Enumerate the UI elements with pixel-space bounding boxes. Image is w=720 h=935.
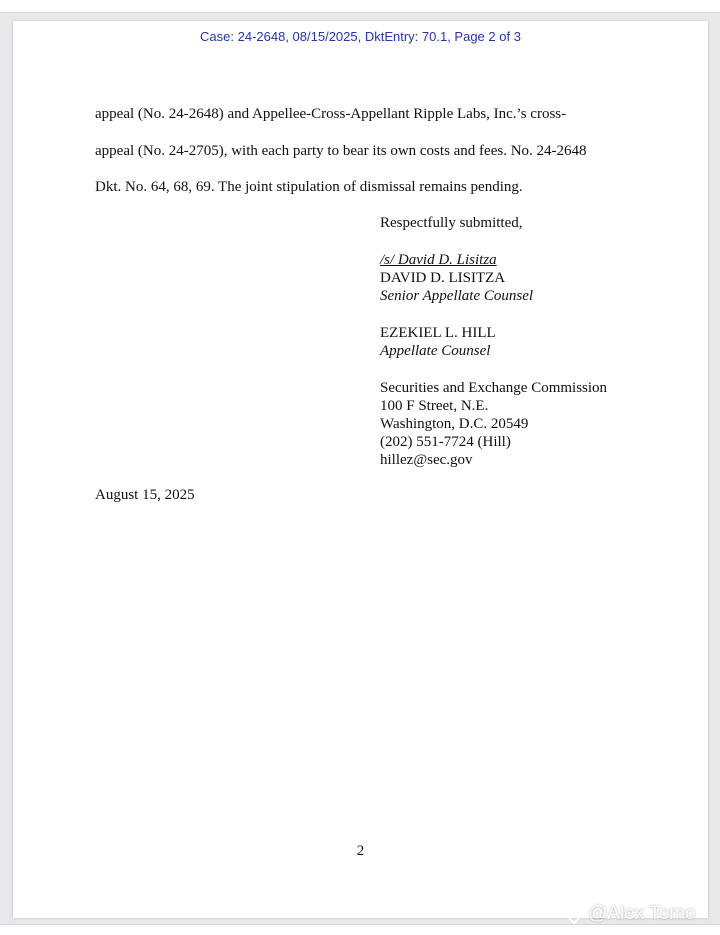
body-text-line-2: appeal (No. 24-2705), with each party to bear its own costs and fees. No. 24-2648: [95, 143, 587, 159]
watermark-text: @Alex Tomo: [588, 903, 696, 924]
agency-name: Securities and Exchange Commission: [380, 380, 608, 396]
body-text-line-3: Dkt. No. 64, 68, 69. The joint stipulation of dismissal remains pending.: [95, 179, 523, 195]
diamond-logo-icon: [564, 904, 584, 924]
counsel-2-title: Appellate Counsel: [380, 343, 491, 359]
document-page: [13, 21, 708, 918]
street-address: 100 F Street, N.E.: [380, 398, 489, 414]
counsel-1-name: DAVID D. LISITZA: [380, 270, 506, 286]
docket-header: Case: 24-2648, 08/15/2025, DktEntry: 70.1, Page 2 of 3: [200, 29, 521, 44]
viewer-top-bar: [0, 0, 720, 13]
body-text-line-1: appeal (No. 24-2648) and Appellee-Cross-Appellant Ripple Labs, Inc.’s cross-: [95, 106, 567, 122]
viewer-bottom-bar: [0, 924, 720, 935]
filing-date: August 15, 2025: [95, 487, 195, 503]
counsel-2-name: EZEKIEL L. HILL: [380, 325, 496, 341]
page-number: 2: [356, 843, 365, 859]
phone-number: (202) 551-7724 (Hill): [380, 434, 511, 450]
electronic-signature: /s/ David D. Lisitza: [380, 252, 497, 268]
closing-text: Respectfully submitted,: [380, 215, 523, 231]
watermark: [564, 903, 696, 925]
city-address: Washington, D.C. 20549: [380, 416, 529, 432]
email-address: hillez@sec.gov: [380, 452, 473, 468]
signature-block: [380, 214, 607, 469]
counsel-1-title: Senior Appellate Counsel: [380, 288, 534, 304]
